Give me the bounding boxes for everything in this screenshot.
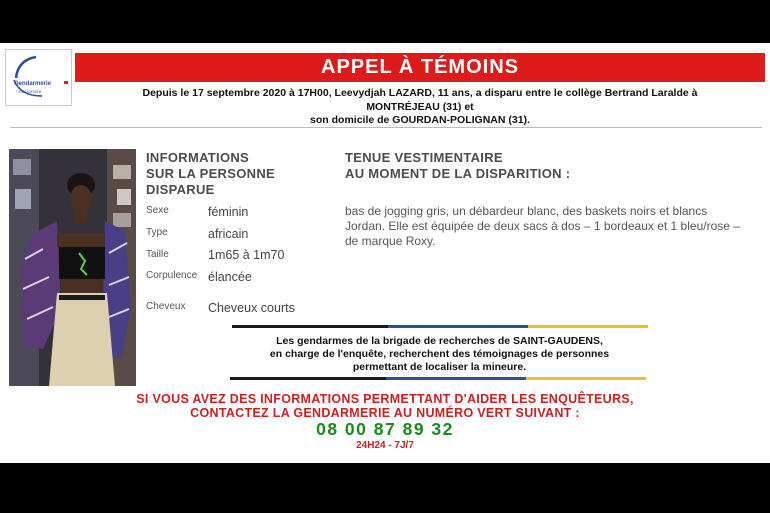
investigation-notice: [232, 335, 647, 374]
intro-text: [75, 87, 765, 128]
divider: [10, 127, 762, 128]
gendarmerie-emblem-icon: [6, 50, 71, 105]
sex-label: Sexe: [146, 205, 169, 216]
gendarmerie-logo: [5, 49, 72, 106]
logo-sublabel: nationale: [19, 89, 42, 94]
hotline-number: 08 00 87 89 32: [316, 419, 454, 439]
hair-label: Cheveux: [146, 301, 186, 312]
build-value: élancée: [208, 270, 252, 284]
notice-line: permettant de localiser la mineure.: [352, 361, 527, 373]
tricolor-stripe: [230, 377, 646, 380]
type-label: Type: [146, 227, 168, 238]
cta-line: CONTACTEZ LA GENDARMERIE AU NUMÉRO VERT SUIVANT :: [190, 406, 580, 420]
notice-line: Les gendarmes de la brigade de recherches de SAINT-GAUDENS,: [276, 335, 603, 347]
clothing-heading-line: TENUE VESTIMENTAIRE: [345, 150, 503, 165]
info-heading-line: DISPARUE: [146, 182, 215, 197]
clothing-heading: [345, 150, 570, 182]
type-value: africain: [208, 227, 249, 241]
intro-line: Depuis le 17 septembre 2020 à 17H00, Leevydjah LAZARD, 11 ans, a disparu entre le collège Bertrand Laralde à: [142, 87, 698, 99]
build-label: Corpulence: [146, 270, 198, 281]
poster-title: APPEL À TÉMOINS: [75, 53, 765, 82]
intro-line: MONTRÉJEAU (31) et: [366, 100, 474, 113]
missing-person-photo: [9, 149, 136, 386]
info-heading-line: SUR LA PERSONNE: [146, 166, 275, 181]
info-heading-line: INFORMATIONS: [146, 150, 250, 165]
height-label: Taille: [146, 249, 169, 260]
intro-line: son domicile de GOURDAN-POLIGNAN (31).: [310, 114, 530, 126]
cta-line: SI VOUS AVEZ DES INFORMATIONS PERMETTANT D'AIDER LES ENQUÊTEURS,: [136, 392, 634, 406]
clothing-heading-line: AU MOMENT DE LA DISPARITION :: [345, 166, 571, 181]
sex-value: féminin: [208, 205, 249, 219]
info-heading: [146, 150, 275, 198]
hair-value: Cheveux courts: [208, 301, 295, 315]
height-value: 1m65 à 1m70: [208, 248, 285, 262]
logo-label: Gendarmerie: [14, 81, 52, 87]
call-to-action: [100, 392, 670, 420]
notice-line: en charge de l'enquête, recherchent des témoignages de personnes: [269, 348, 610, 360]
missing-person-poster: [0, 43, 770, 463]
tricolor-stripe: [232, 325, 648, 328]
clothing-description: bas de jogging gris, un débardeur blanc, des baskets noirs et blancs Jordan. Elle est équipée de deux sacs à dos – 1 bordeaux et 1 bleu/rose – de marque Roxy.: [345, 204, 740, 248]
hotline-hours: 24H24 - 7J/7: [356, 440, 414, 451]
